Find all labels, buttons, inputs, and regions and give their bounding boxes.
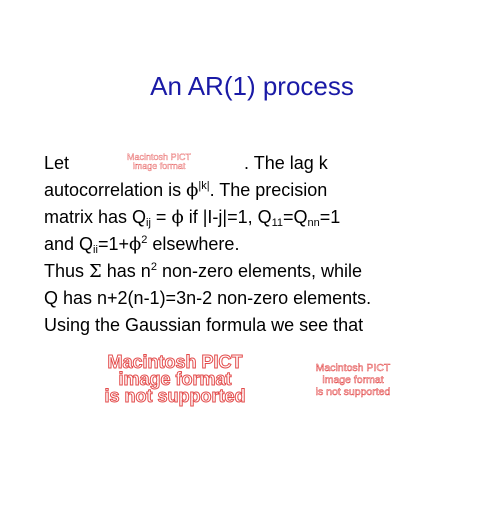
pict-placeholder-inline bbox=[74, 153, 244, 173]
text-eq-q: =Q bbox=[283, 207, 308, 227]
pict-placeholder-large bbox=[80, 354, 270, 410]
exponent-2: 2 bbox=[150, 261, 157, 273]
text-let: Let bbox=[44, 153, 75, 173]
text-elsewhere: elsewhere. bbox=[147, 234, 240, 254]
text-has-n: has n bbox=[101, 261, 151, 281]
phi-symbol: ϕ bbox=[128, 234, 142, 255]
body-line-6: Q has n+2(n-1)=3n-2 non-zero elements. bbox=[44, 288, 372, 308]
exponent-abs-k: |k| bbox=[198, 180, 210, 192]
text-lag-k: . The lag k bbox=[244, 153, 328, 173]
body-line-4 bbox=[44, 231, 494, 258]
pict-text-1: Macintosh PICT bbox=[315, 362, 391, 374]
body-line-5 bbox=[44, 258, 494, 285]
text-nonzero-while: non-zero elements, while bbox=[156, 261, 363, 281]
subscript-ij: ij bbox=[146, 217, 151, 229]
text-matrix-has-q: matrix has Q bbox=[44, 207, 147, 227]
slide-title: An AR(1) process bbox=[150, 71, 354, 101]
pict-placeholder-small bbox=[288, 362, 418, 412]
slide-body bbox=[44, 150, 494, 339]
pict-text-2: image format bbox=[118, 369, 232, 389]
body-line-7: Using the Gaussian formula we see that bbox=[44, 315, 364, 335]
text-eq-1: =1 bbox=[319, 207, 341, 227]
text-equals: = bbox=[150, 207, 172, 227]
pict-text-2: image format bbox=[132, 161, 186, 171]
body-line-2 bbox=[44, 177, 494, 204]
text-precision: . The precision bbox=[209, 180, 328, 200]
exponent-2: 2 bbox=[141, 234, 148, 246]
pict-text-3: is not supported bbox=[315, 386, 391, 398]
text-condition: if |I-j|=1, Q bbox=[183, 207, 272, 227]
text-autocorrelation: autocorrelation is bbox=[44, 180, 187, 200]
sigma-symbol: Σ bbox=[89, 261, 102, 282]
pict-text-2: image format bbox=[322, 374, 384, 386]
subscript-nn: nn bbox=[307, 217, 320, 229]
pict-text-1: Macintosh PICT bbox=[107, 354, 243, 372]
subscript-ii: ii bbox=[93, 244, 98, 256]
phi-symbol: ϕ bbox=[171, 207, 184, 228]
body-line-3 bbox=[44, 204, 494, 231]
pict-text-1: Macintosh PICT bbox=[127, 153, 192, 162]
body-line-1 bbox=[44, 150, 494, 177]
phi-symbol: ϕ bbox=[186, 180, 199, 201]
pict-text-3: is not supported bbox=[104, 386, 246, 406]
text-and-q: and Q bbox=[44, 234, 94, 254]
text-eq-1-plus: =1+ bbox=[97, 234, 129, 254]
text-thus: Thus bbox=[44, 261, 90, 281]
subscript-11: 11 bbox=[271, 217, 284, 229]
